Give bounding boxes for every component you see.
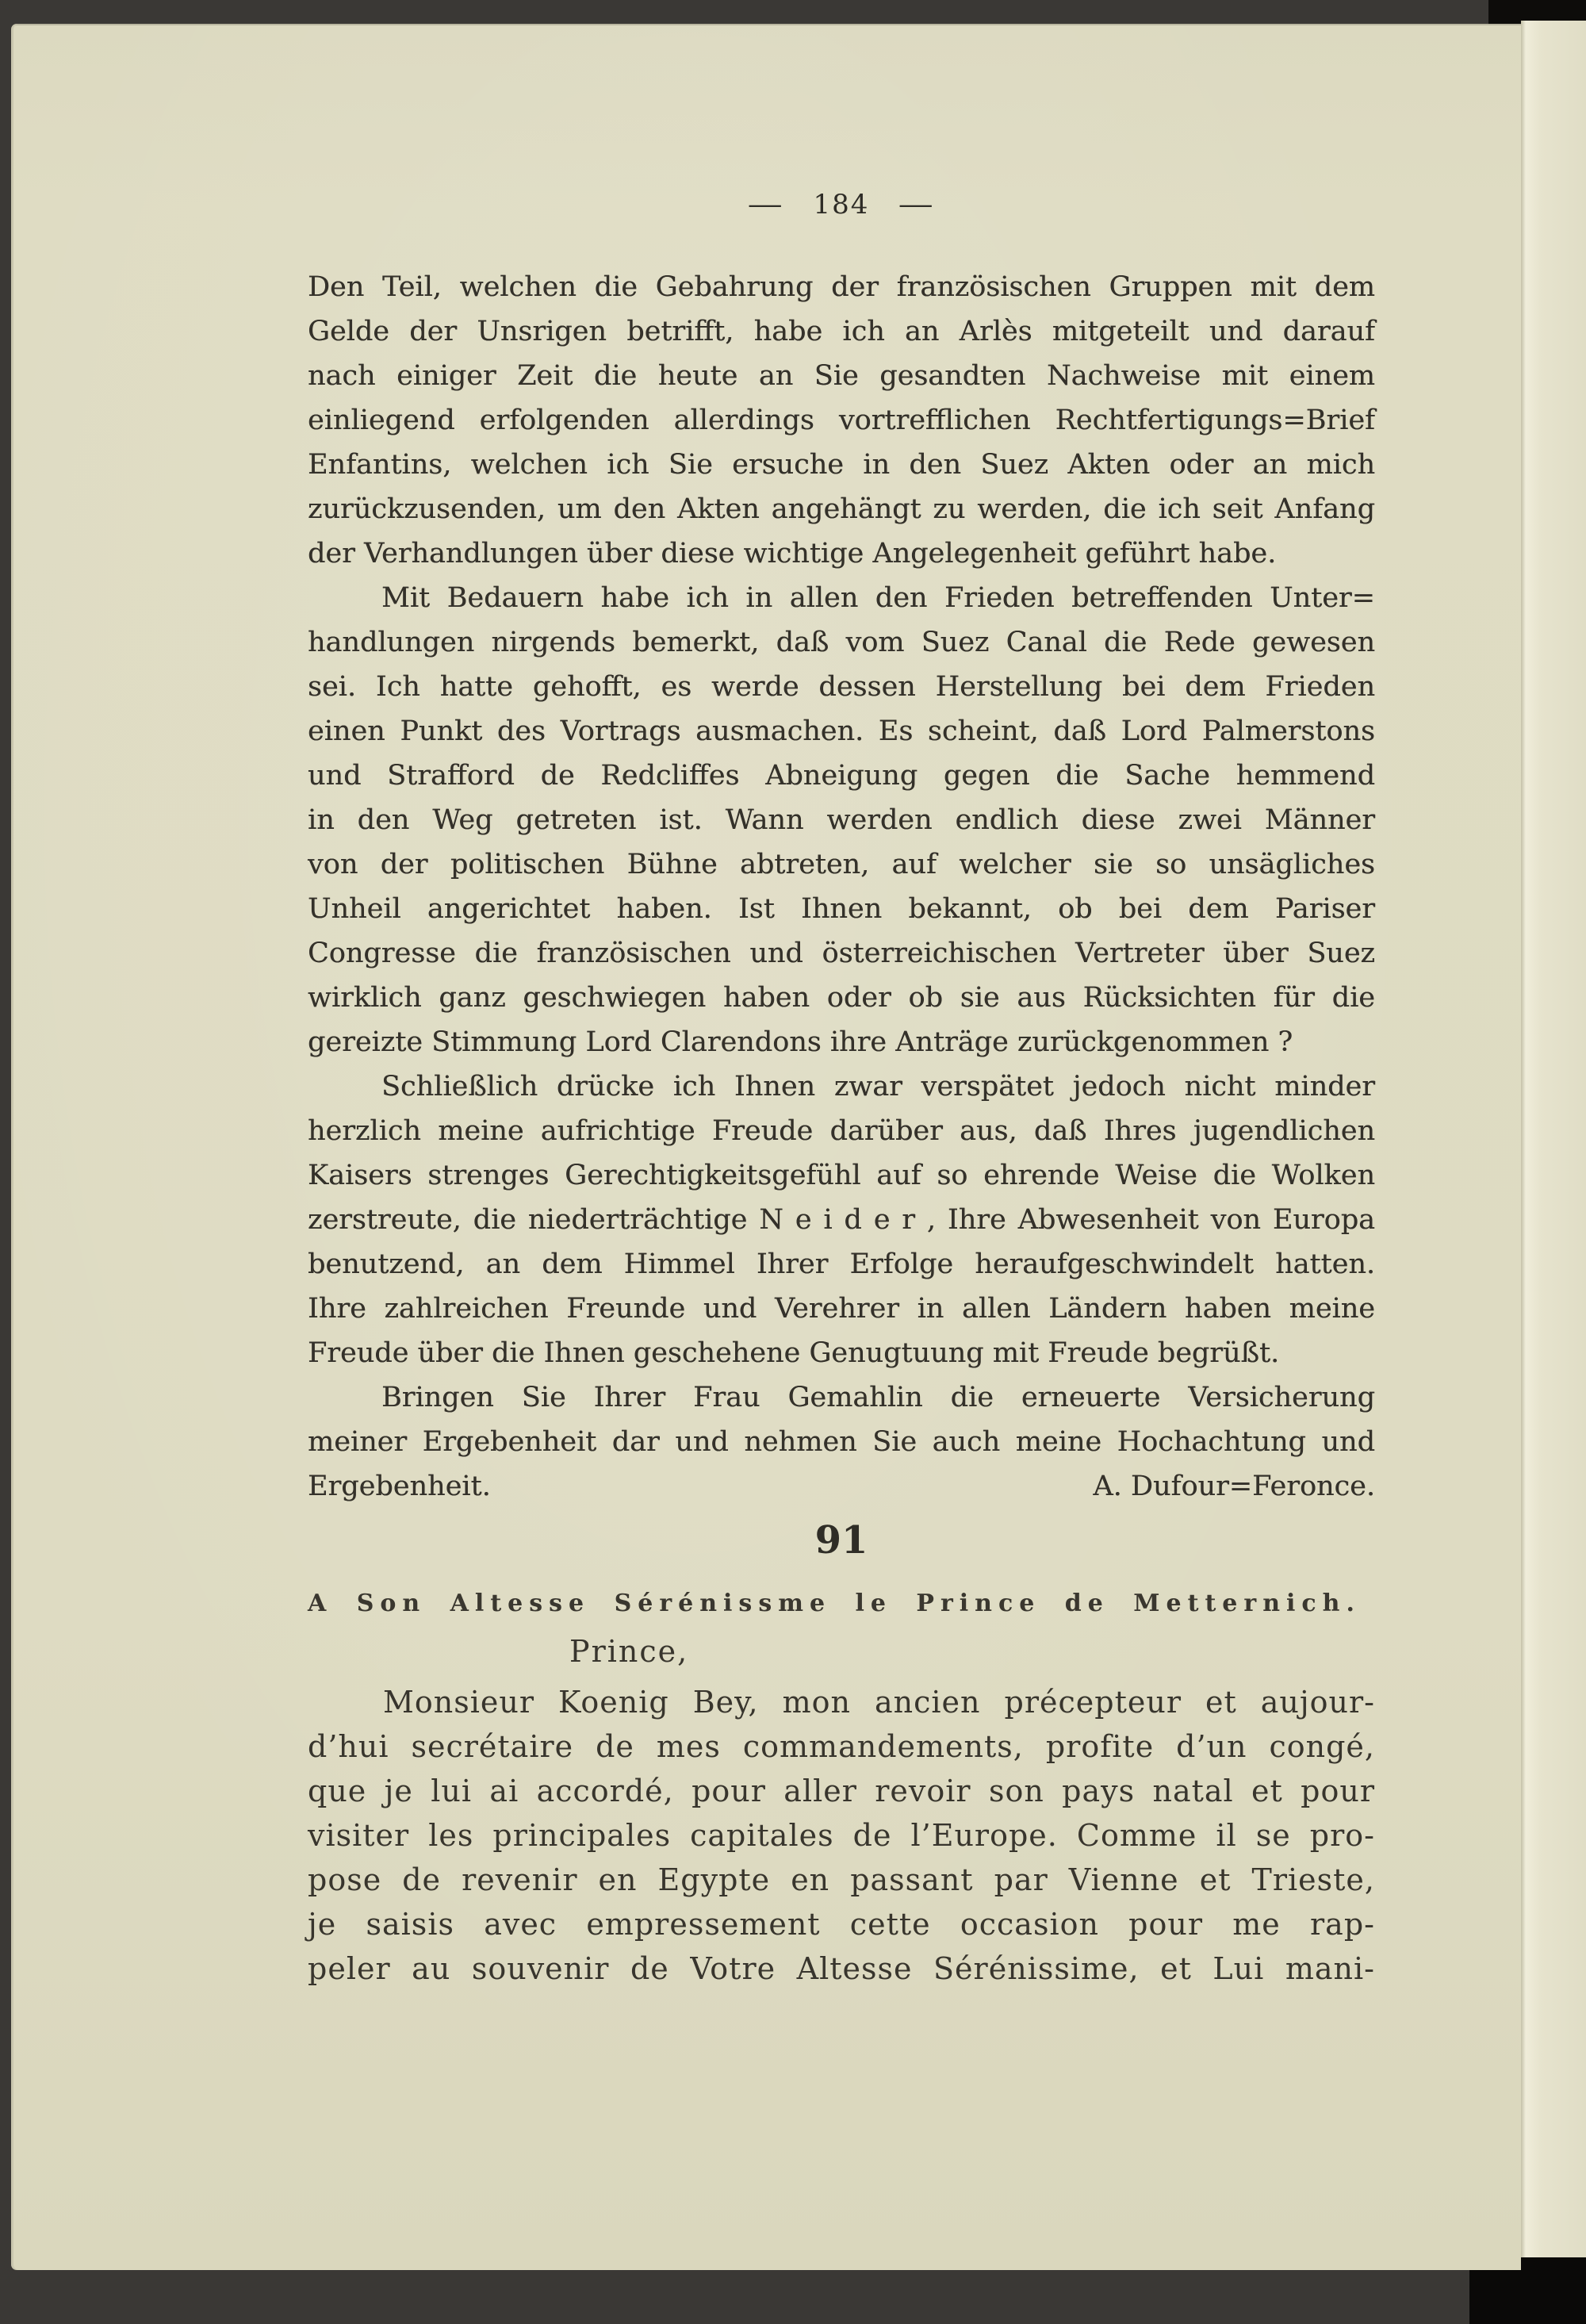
text-line: je saisis avec empressement cette occasion pour me rap- [308, 1907, 1375, 1942]
text-line: Gelde der Unsrigen betrifft, habe ich an Arlès mitgeteilt und darauf [308, 316, 1375, 347]
text-column [308, 24, 1375, 2270]
text-line: Bringen Sie Ihrer Frau Gemahlin die erneuerte Versicherung [381, 1382, 1375, 1413]
text-line: que je lui ai accordé, pour aller revoir son pays natal et pour [308, 1774, 1375, 1808]
closing-and-signature-row [308, 1464, 1375, 1509]
next-page-fore-edge [1521, 21, 1586, 2257]
french-salutation: Prince, [569, 1634, 689, 1669]
section-number: 91 [814, 1518, 868, 1563]
text-line: gereizte Stimmung Lord Clarendons ihre Anträge zurückgenommen ? [308, 1026, 1293, 1058]
page-number-dash-left: — [747, 189, 784, 221]
signature: A. Dufour=Feronce. [1093, 1471, 1375, 1502]
text-line: zerstreute, die niederträchtige N e i d e r , Ihre Abwesenheit von Europa [308, 1204, 1375, 1236]
german-paragraph-4 [308, 1375, 1375, 1464]
text-line: Kaisers strenges Gerechtigkeitsgefühl auf so ehrende Weise die Wolken [308, 1160, 1375, 1191]
text-line: in den Weg getreten ist. Wann werden endlich diese zwei Männer [308, 804, 1375, 836]
french-letter-heading: A Son Altesse Sérénissme le Prince de Metternich. [308, 1590, 1361, 1617]
page-number-row [308, 189, 1375, 221]
text-line: sei. Ich hatte gehofft, es werde dessen Herstellung bei dem Frieden [308, 671, 1375, 703]
german-paragraph-1 [308, 265, 1375, 576]
text-line: einen Punkt des Vortrags ausmachen. Es scheint, daß Lord Palmerstons [308, 715, 1375, 747]
text-line: zurückzusenden, um den Akten angehängt zu werden, die ich seit Anfang [308, 493, 1375, 525]
text-line: Congresse die französischen und österreichischen Vertreter über Suez [308, 938, 1375, 969]
text-line: der Verhandlungen über diese wichtige Angelegenheit geführt habe. [308, 538, 1277, 569]
text-line: Enfantins, welchen ich Sie ersuche in den Suez Akten oder an mich [308, 449, 1375, 481]
german-paragraph-3 [308, 1064, 1375, 1375]
text-line: Ihre zahlreichen Freunde und Verehrer in allen Ländern haben meine [308, 1293, 1375, 1325]
text-line: wirklich ganz geschwiegen haben oder ob sie aus Rücksichten für die [308, 982, 1375, 1014]
text-line: peler au souvenir de Votre Altesse Sérénissime, et Lui mani- [308, 1951, 1375, 1986]
page-number-dash-right: — [898, 189, 936, 221]
text-line: einliegend erfolgenden allerdings vortrefflichen Rechtfertigungs=Brief [308, 405, 1375, 436]
text-line: Freude über die Ihnen geschehene Genugtuung mit Freude begrüßt. [308, 1337, 1280, 1369]
text-line: visiter les principales capitales de l’Europe. Comme il se pro- [308, 1818, 1375, 1853]
text-line: benutzend, an dem Himmel Ihrer Erfolge heraufgeschwindelt hatten. [308, 1248, 1375, 1280]
french-letter-body [308, 1680, 1375, 1991]
german-letter-body [308, 265, 1375, 1509]
text-line: Monsieur Koenig Bey, mon ancien précepteur et aujour- [383, 1685, 1375, 1720]
text-line: herzlich meine aufrichtige Freude darüber aus, daß Ihres jugendlichen [308, 1115, 1375, 1147]
text-line: Schließlich drücke ich Ihnen zwar verspätet jedoch nicht minder [381, 1071, 1375, 1103]
text-line: handlungen nirgends bemerkt, daß vom Suez Canal die Rede gewesen [308, 627, 1375, 658]
text-line: nach einiger Zeit die heute an Sie gesandten Nachweise mit einem [308, 360, 1375, 392]
page-number: 184 [813, 189, 870, 221]
german-paragraph-2 [308, 576, 1375, 1064]
text-line: Unheil angerichtet haben. Ist Ihnen bekannt, ob bei dem Pariser [308, 893, 1375, 925]
text-line: Den Teil, welchen die Gebahrung der französischen Gruppen mit dem [308, 271, 1375, 303]
book-page [11, 24, 1521, 2270]
text-line: meiner Ergebenheit dar und nehmen Sie auch meine Hochachtung und [308, 1426, 1375, 1458]
text-line: Mit Bedauern habe ich in allen den Frieden betreffenden Unter= [381, 582, 1375, 614]
closing-word: Ergebenheit. [308, 1471, 491, 1502]
text-line: pose de revenir en Egypte en passant par Vienne et Trieste, [308, 1862, 1375, 1897]
text-line: von der politischen Bühne abtreten, auf welcher sie so unsägliches [308, 849, 1375, 880]
text-line: d’hui secrétaire de mes commandements, profite d’un congé, [308, 1729, 1375, 1764]
text-line: und Strafford de Redcliffes Abneigung gegen die Sache hemmend [308, 760, 1375, 792]
